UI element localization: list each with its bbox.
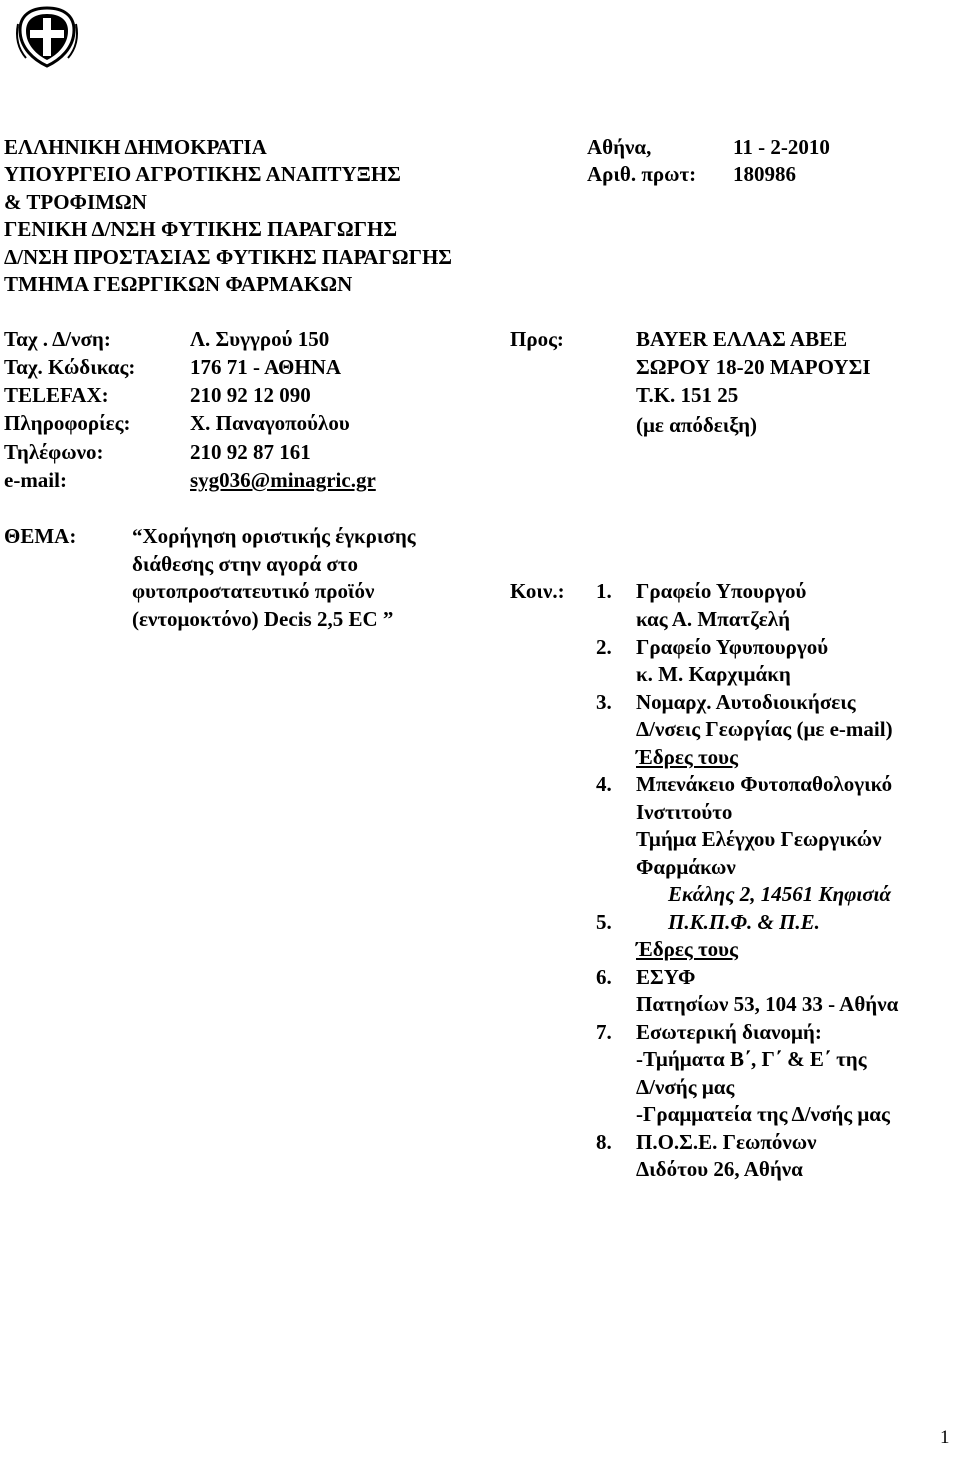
- cc-item-number: 2.: [596, 635, 612, 659]
- cc-item-line: Π.Κ.Π.Φ. & Π.Ε.: [668, 910, 820, 934]
- org-line: Δ/ΝΣΗ ΠΡΟΣΤΑΣΙΑΣ ΦΥΤΙΚΗΣ ΠΑΡΑΓΩΓΗΣ: [4, 245, 453, 269]
- recipient-line: (με απόδειξη): [636, 413, 758, 437]
- recipient-line: BAYER ΕΛΛΑΣ ΑΒΕΕ: [636, 327, 848, 351]
- org-line: ΓΕΝΙΚΗ Δ/ΝΣΗ ΦΥΤΙΚΗΣ ΠΑΡΑΓΩΓΗΣ: [4, 217, 398, 241]
- cc-item-number: 7.: [596, 1020, 612, 1044]
- cc-item-line: κας Α. Μπατζελή: [636, 607, 791, 631]
- page-number: 1: [940, 1427, 950, 1448]
- address-value: Λ. Συγγρού 150: [190, 327, 330, 351]
- cc-item-line: Δ/νσεις Γεωργίας (με e-mail): [636, 717, 893, 741]
- cc-item-number: 1.: [596, 579, 612, 603]
- cc-item-line: ΕΣΥΦ: [636, 965, 696, 989]
- org-line: ΤΜΗΜΑ ΓΕΩΡΓΙΚΩΝ ΦΑΡΜΑΚΩΝ: [4, 272, 353, 296]
- cc-item-line: Δ/νσής μας: [636, 1075, 735, 1099]
- cc-item-number: 4.: [596, 772, 612, 796]
- cc-item-line: Έδρες τους: [636, 937, 738, 961]
- subject-line: (εντομοκτόνο) Decis 2,5 EC ”: [132, 607, 394, 631]
- org-line: ΥΠΟΥΡΓΕΙΟ ΑΓΡΟΤΙΚΗΣ ΑΝΑΠΤΥΞΗΣ: [4, 162, 401, 186]
- email-label: e-mail:: [4, 468, 67, 492]
- greek-coat-of-arms-icon: [12, 4, 82, 70]
- cc-item-number: 6.: [596, 965, 612, 989]
- subject-line: φυτοπροστατευτικό προϊόν: [132, 579, 375, 603]
- cc-item-line: κ. Μ. Καρχιμάκη: [636, 662, 791, 686]
- cc-item-number: 3.: [596, 690, 612, 714]
- cc-item-line: Έδρες τους: [636, 745, 738, 769]
- telefax-label: TELEFAX:: [4, 383, 109, 407]
- cc-item-line: Π.Ο.Σ.Ε. Γεωπόνων: [636, 1130, 817, 1154]
- postcode-value: 176 71 - ΑΘΗΝΑ: [190, 355, 342, 379]
- email-link[interactable]: syg036@minagric.gr: [190, 468, 376, 492]
- phone-label: Τηλέφωνο:: [4, 440, 104, 464]
- subject-label: ΘΕΜΑ:: [4, 524, 77, 548]
- cc-item-line: Πατησίων 53, 104 33 - Αθήνα: [636, 992, 899, 1016]
- cc-item-line: Τμήμα Ελέγχου Γεωργικών: [636, 827, 882, 851]
- address-label: Ταχ . Δ/νση:: [4, 327, 111, 351]
- protocol-number: 180986: [733, 162, 796, 186]
- cc-item-line: Νομαρχ. Αυτοδιοικήσεις: [636, 690, 856, 714]
- recipient-label: Προς:: [510, 327, 564, 351]
- cc-item-line: -Τμήματα Β΄, Γ΄ & Ε΄ της: [636, 1047, 867, 1071]
- cc-item-line: Μπενάκειο Φυτοπαθολογικό: [636, 772, 893, 796]
- cc-item-line: Ινστιτούτο: [636, 800, 733, 824]
- cc-item-line: Γραφείο Υπουργού: [636, 579, 807, 603]
- cc-label: Κοιν.:: [510, 579, 565, 603]
- recipient-line: ΣΩΡΟΥ 18-20 ΜΑΡΟΥΣΙ: [636, 355, 871, 379]
- cc-item-line: Εσωτερική διανομή:: [636, 1020, 822, 1044]
- place-label: Αθήνα,: [587, 135, 652, 159]
- cc-item-line: Διδότου 26, Αθήνα: [636, 1157, 803, 1181]
- document-date: 11 - 2-2010: [733, 135, 830, 159]
- org-line: ΕΛΛΗΝΙΚΗ ΔΗΜΟΚΡΑΤΙΑ: [4, 135, 267, 159]
- subject-line: “Χορήγηση οριστικής έγκρισης: [132, 524, 416, 548]
- telefax-value: 210 92 12 090: [190, 383, 311, 407]
- cc-item-line: Εκάλης 2, 14561 Κηφισιά: [668, 882, 891, 906]
- cc-item-number: 8.: [596, 1130, 612, 1154]
- cc-item-line: Γραφείο Υφυπουργού: [636, 635, 829, 659]
- subject-line: διάθεσης στην αγορά στο: [132, 552, 359, 576]
- postcode-label: Ταχ. Κώδικας:: [4, 355, 136, 379]
- cc-item-number: 5.: [596, 910, 612, 934]
- cc-item-line: -Γραμματεία της Δ/νσής μας: [636, 1102, 890, 1126]
- info-label: Πληροφορίες:: [4, 411, 131, 435]
- org-line: & ΤΡΟΦΙΜΩΝ: [4, 190, 147, 214]
- cc-item-line: Φαρμάκων: [636, 855, 736, 879]
- phone-value: 210 92 87 161: [190, 440, 311, 464]
- info-value: Χ. Παναγοπούλου: [190, 411, 350, 435]
- recipient-line: Τ.Κ. 151 25: [636, 383, 739, 407]
- protocol-label: Αριθ. πρωτ:: [587, 162, 697, 186]
